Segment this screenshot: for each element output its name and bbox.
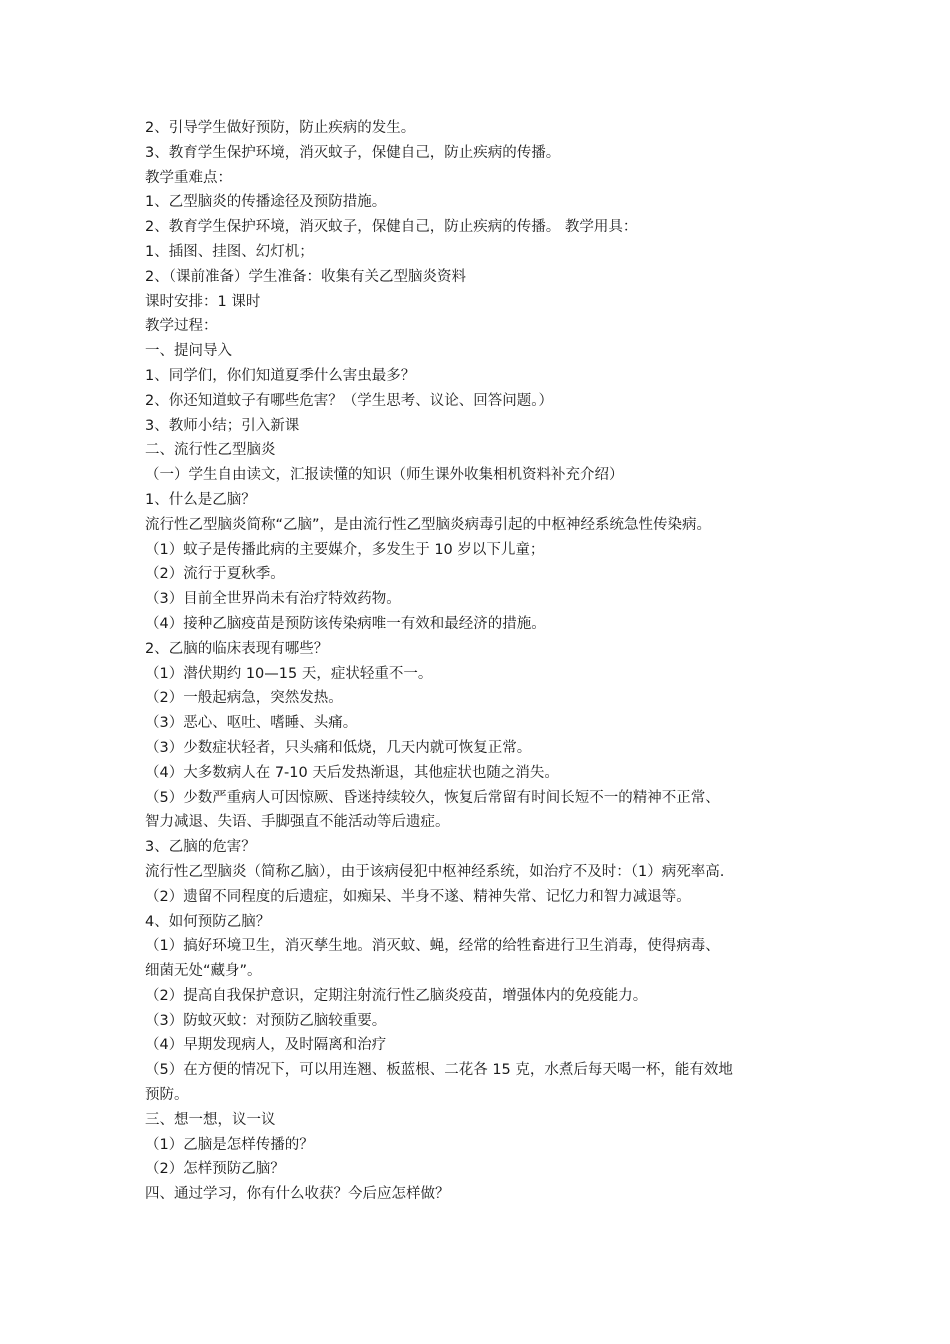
- text-line: 3、教育学生保护环境，消灭蚊子，保健自己，防止疾病的传播。: [145, 144, 561, 161]
- text-line: 2、（课前准备）学生准备：收集有关乙型脑炎资料: [145, 268, 466, 285]
- list-item: （5）在方便的情况下，可以用连翘、板蓝根、二花各 15 克，水煮后每天喝一杯，能有效地: [145, 1062, 733, 1079]
- text-line: 2、教育学生保护环境，消灭蚊子，保健自己，防止疾病的传播。 教学用具：: [145, 219, 638, 236]
- list-item: （2）一般起病急，突然发热。: [145, 690, 343, 707]
- text-line: 1、插图、挂图、幻灯机；: [145, 243, 314, 260]
- text-line: 2、引导学生做好预防，防止疾病的发生。: [145, 120, 416, 136]
- list-item: （3）少数症状轻者，只头痛和低烧，几天内就可恢复正常。: [145, 739, 532, 756]
- list-item: （5）少数严重病人可因惊厥、昏迷持续较久，恢复后常留有时间长短不一的精神不正常、: [145, 789, 720, 806]
- list-item: （1）蚊子是传播此病的主要媒介，多发生于 10 岁以下儿童；: [145, 541, 545, 558]
- list-item: （1）乙脑是怎样传播的？: [145, 1136, 314, 1153]
- list-item: （2）流行于夏秋季。: [145, 566, 285, 583]
- section-heading: 三、想一想，议一议: [145, 1111, 276, 1128]
- text-line: 流行性乙型脑炎简称“乙脑”，是由流行性乙型脑炎病毒引起的中枢神经系统急性传染病。: [145, 516, 712, 533]
- text-line: 流行性乙型脑炎（简称乙脑），由于该病侵犯中枢神经系统，如治疗不及时：（1）病死率高.: [145, 863, 725, 880]
- text-line: 2、你还知道蚊子有哪些危害？（学生思考、议论、回答问题。）: [145, 392, 553, 409]
- text-line: 1、乙型脑炎的传播途径及预防措施。: [145, 194, 387, 211]
- text-line: 1、同学们，你们知道夏季什么害虫最多？: [145, 367, 416, 384]
- question-heading: 1、什么是乙脑？: [145, 491, 256, 508]
- list-item: （3）目前全世界尚未有治疗特效药物。: [145, 591, 401, 608]
- list-item: （3）防蚊灭蚊：对预防乙脑较重要。: [145, 1012, 387, 1029]
- list-item-continuation: 智力减退、失语、手脚强直不能活动等后遗症。: [145, 814, 450, 831]
- text-line: 课时安排：1 课时: [145, 293, 261, 310]
- question-heading: 4、如何预防乙脑？: [145, 913, 271, 930]
- list-item: （1）搞好环境卫生，消灭孳生地。消灭蚊、蝇，经常的给牲畜进行卫生消毒，使得病毒、: [145, 938, 720, 955]
- list-item-continuation: 细菌无处“藏身”。: [145, 963, 262, 980]
- question-heading: 3、乙脑的危害？: [145, 839, 256, 856]
- list-item: （2）怎样预防乙脑？: [145, 1161, 285, 1178]
- list-item: （3）恶心、呕吐、嗜睡、头痛。: [145, 715, 358, 732]
- list-item: （4）大多数病人在 7-10 天后发热渐退，其他症状也随之消失。: [145, 764, 559, 781]
- list-item: （4）接种乙脑疫苗是预防该传染病唯一有效和最经济的措施。: [145, 615, 546, 632]
- list-item: （2）遗留不同程度的后遗症，如痴呆、半身不遂、精神失常、记忆力和智力减退等。: [145, 888, 691, 905]
- document-body: [145, 116, 815, 1207]
- section-heading: 四、通过学习，你有什么收获？今后应怎样做？: [145, 1186, 450, 1203]
- question-heading: 2、乙脑的临床表现有哪些？: [145, 640, 329, 657]
- list-item: （2）提高自我保护意识，定期注射流行性乙脑炎疫苗，增强体内的免疫能力。: [145, 987, 648, 1004]
- text-line: 3、教师小结；引入新课: [145, 417, 300, 434]
- text-line: （一）学生自由读文，汇报读懂的知识（师生课外收集相机资料补充介绍）: [145, 467, 624, 484]
- section-heading: 一、提问导入: [145, 343, 232, 360]
- list-item-continuation: 预防。: [145, 1087, 189, 1104]
- section-heading: 教学过程：: [145, 318, 218, 335]
- section-heading: 教学重难点：: [145, 169, 232, 186]
- section-heading: 二、流行性乙型脑炎: [145, 442, 276, 459]
- list-item: （1）潜伏期约 10—15 天，症状轻重不一。: [145, 665, 433, 682]
- list-item: （4）早期发现病人，及时隔离和治疗: [145, 1037, 387, 1054]
